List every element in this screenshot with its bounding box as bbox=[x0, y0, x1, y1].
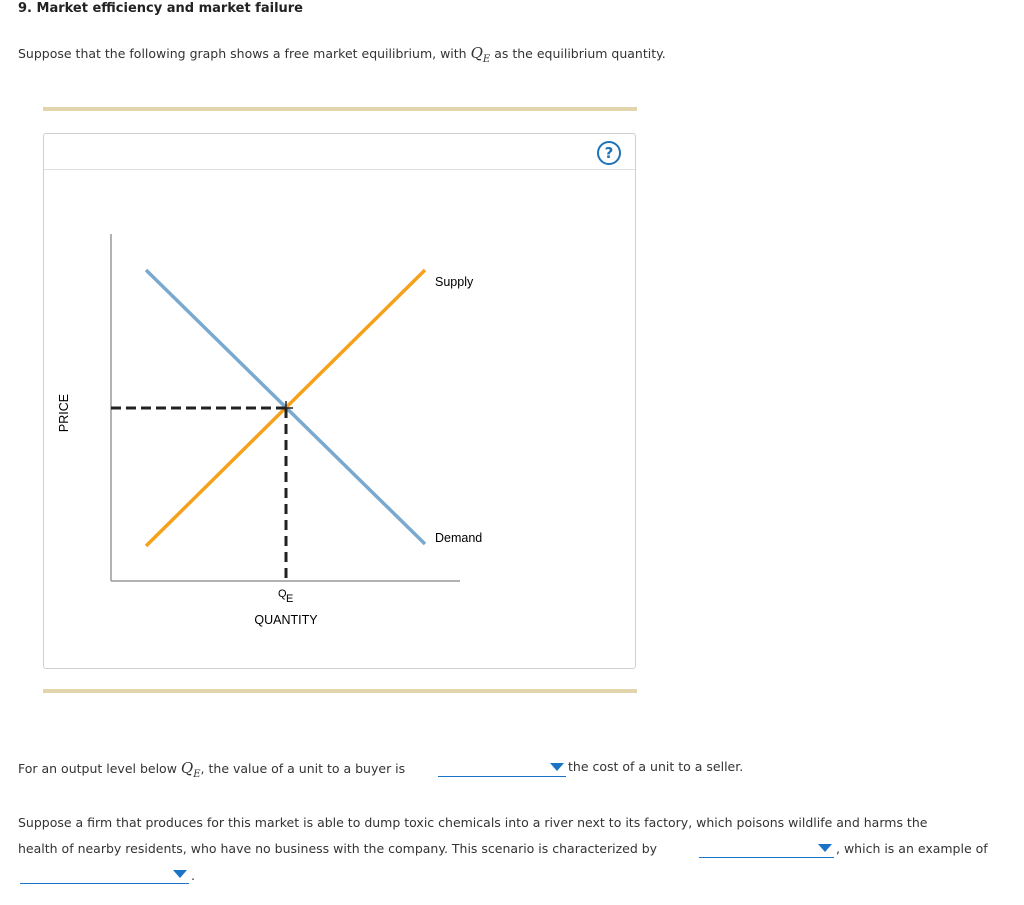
prompt-text-before: Suppose that the following graph shows a free market equilibrium, with bbox=[18, 46, 467, 61]
supply-demand-graph[interactable] bbox=[44, 170, 635, 668]
qe-tick-label bbox=[278, 588, 293, 605]
sentence-two-line-two-end: , which is an example of bbox=[836, 841, 988, 856]
sentence-two-period: . bbox=[191, 868, 195, 883]
question-title: 9. Market efficiency and market failure bbox=[18, 1, 304, 16]
qe-symbol: $Q_E$ bbox=[470, 44, 491, 65]
help-icon[interactable]: ? bbox=[597, 141, 621, 165]
graph-top-rule bbox=[43, 107, 637, 111]
comparison-dropdown[interactable] bbox=[438, 759, 566, 777]
prompt-text-after: as the equilibrium quantity. bbox=[494, 46, 666, 61]
comma: , bbox=[200, 761, 205, 776]
sentence-two-line-two: health of nearby residents, who have no business with the company. This scenario is characterized by bbox=[18, 841, 658, 856]
chevron-down-icon bbox=[173, 870, 187, 878]
graph-toolbar bbox=[44, 134, 635, 170]
graph-bottom-rule bbox=[43, 689, 637, 693]
demand-label: Demand bbox=[435, 531, 483, 545]
sentence-one-middle: the value of a unit to a buyer is bbox=[208, 761, 406, 776]
sentence-one bbox=[18, 759, 405, 780]
chevron-down-icon bbox=[818, 844, 832, 852]
scenario-dropdown[interactable] bbox=[699, 840, 834, 858]
supply-label: Supply bbox=[435, 275, 474, 289]
svg-text:E: E bbox=[286, 593, 294, 605]
example-dropdown[interactable] bbox=[20, 866, 189, 884]
question-prompt bbox=[18, 44, 666, 65]
sentence-one-start: For an output level below bbox=[18, 761, 177, 776]
qe-symbol-inline: $Q_E$ bbox=[180, 759, 201, 780]
chevron-down-icon bbox=[550, 763, 564, 771]
sentence-two-line-one: Suppose a firm that produces for this market is able to dump toxic chemicals into a river next to its factory, which poisons wildlife and harms the bbox=[18, 815, 928, 830]
y-axis-label: PRICE bbox=[57, 393, 71, 433]
x-axis-label: QUANTITY bbox=[254, 613, 318, 627]
sentence-one-end: the cost of a unit to a seller. bbox=[568, 759, 744, 774]
svg-text:Q: Q bbox=[278, 588, 287, 600]
